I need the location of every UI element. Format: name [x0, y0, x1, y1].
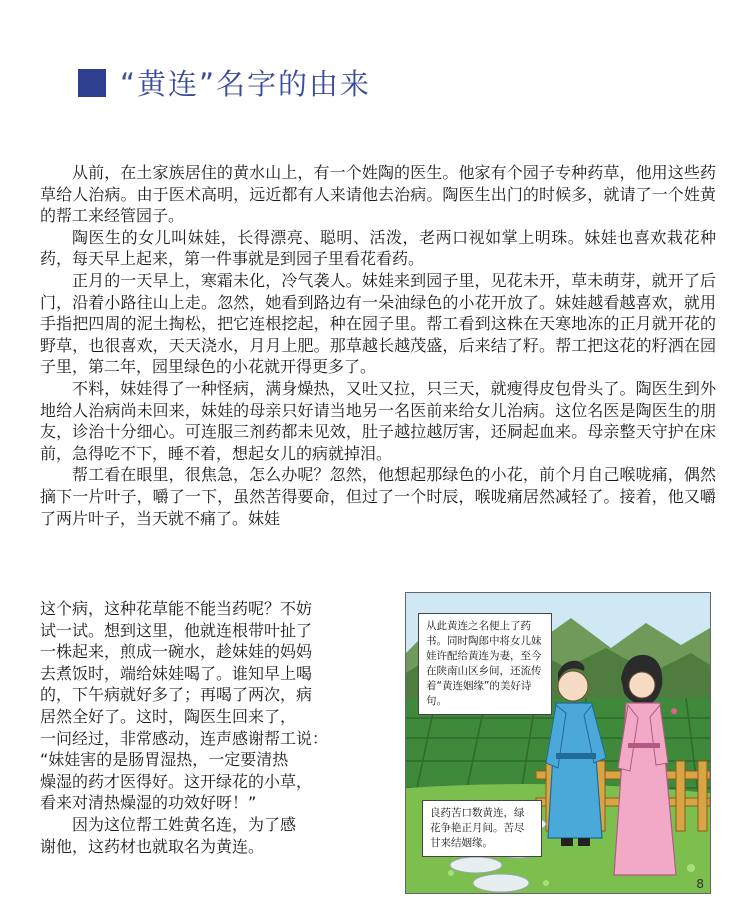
caption-bottom: 良药苦口数黄连，绿花争艳正月间。苦尽甘来结姻缘。 [422, 800, 542, 857]
title-square-icon [78, 69, 106, 97]
page-number: 8 [696, 877, 704, 891]
paragraph: 正月的一天早上，寒霜未化，冷气袭人。妹娃来到园子里，见花未开，草未萌芽，就开了后门，沿着小路往山上走。忽然，她看到路边有一朵油绿色的小花开放了。妹娃越看越喜欢，就用手指把四周的泥土掏松，把它连根挖起，种在园子里。帮工看到这株在天寒地冻的正月就开花的野草，也很喜欢，天天浇水，月月上肥。那草越长越茂盛，后来结了籽。帮工把这花的籽洒在园子里，第二年，园里绿色的小花就开得更多了。 [40, 270, 716, 377]
text-line: 的，下午病就好多了；再喝了两次，病 [40, 685, 313, 705]
title-text: “黄连”名字的由来 [120, 67, 372, 101]
caption-top: 从此黄连之名便上了药书。同时陶郎中将女儿妹娃许配给黄连为妻，至今在陕南山区乡间，还流传着“黄连姻缘”的美好诗句。 [418, 613, 552, 715]
paragraph: 陶医生的女儿叫妹娃，长得漂亮、聪明、活泼，老两口视如掌上明珠。妹娃也喜欢栽花种药，每天早上起来，第一件事就是到园子里看花看药。 [40, 227, 716, 269]
text-line: 试一试。想到这里，他就连根带叶扯了 [40, 620, 313, 640]
paragraph: 帮工看在眼里，很焦急，怎么办呢？忽然，他想起那绿色的小花，前个月自己喉咙痛，偶然摘下一片叶子，嚼了一下，虽然苦得要命，但过了一个时辰，喉咙痛居然减轻了。接着，他又嚼了两片叶子，当天就不痛了。妹娃 [40, 465, 716, 528]
story-illustration [405, 592, 711, 894]
text-line: 居然全好了。这时，陶医生回来了， [40, 706, 297, 726]
text-line: 这个病，这种花草能不能当药呢？不妨 [40, 599, 313, 618]
text-line: 一问经过，非常感动，连声感谢帮工说： [40, 728, 329, 748]
text-line: 因为这位帮工姓黄名连，为了感 [72, 814, 297, 834]
article-body-continued [40, 598, 412, 857]
text-line: 燥湿的药才医得好。这开绿花的小草， [40, 771, 313, 791]
text-line: 看来对清热燥湿的功效好呀！” [40, 793, 257, 813]
text-line: 去煮饭时，端给妹娃喝了。谁知早上喝 [40, 663, 313, 683]
paragraph: 不料，妹娃得了一种怪病，满身燥热，又吐又拉，只三天，就瘦得皮包骨头了。陶医生到外地给人治病尚未回来，妹娃的母亲只好请当地另一名医前来给女儿治病。这位名医是陶医生的朋友，诊治十分细心。可连服三剂药都未见效，肚子越拉越厉害，还屙起血来。母亲整天守护在床前，急得吃不下，睡不着，想起女儿的病就掉泪。 [40, 378, 716, 463]
text-line: 一株起来，煎成一碗水，趁妹娃的妈妈 [40, 642, 313, 662]
text-line: “妹娃害的是肠胃湿热，一定要清热 [40, 750, 289, 770]
text-line: 谢他，这药材也就取名为黄连。 [40, 836, 265, 856]
paragraph: 从前，在土家族居住的黄水山上，有一个姓陶的医生。他家有个园子专种药草，他用这些药草给人治病。由于医术高明，远近都有人来请他去治病。陶医生出门的时候多，就请了一个姓黄的帮工来经管园子。 [40, 163, 716, 226]
page-title [78, 62, 371, 103]
article-body [40, 162, 716, 529]
